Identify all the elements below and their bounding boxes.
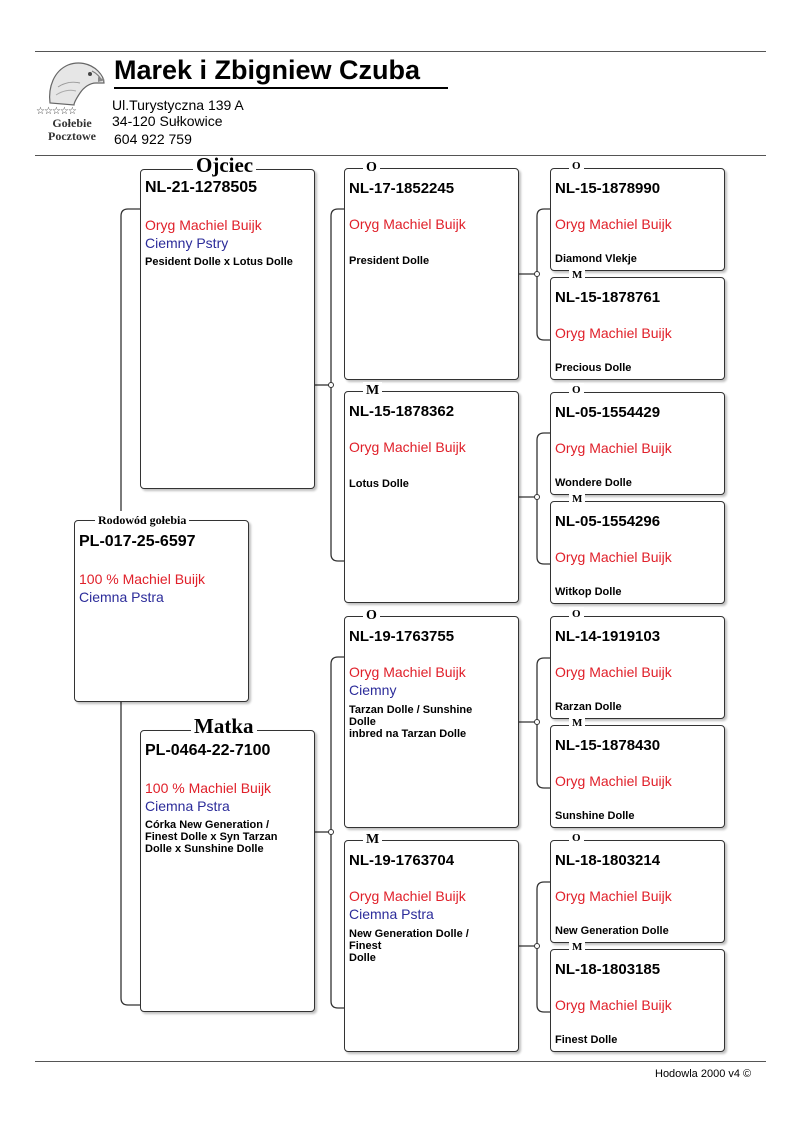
footer-credit: Hodowla 2000 v4 © bbox=[655, 1068, 752, 1080]
fm-note: Lotus Dolle bbox=[349, 478, 409, 490]
grandfather-maternal-card[interactable] bbox=[344, 608, 519, 828]
mm-title: M bbox=[363, 831, 382, 849]
grandmother-maternal-card[interactable] bbox=[344, 832, 519, 1052]
subject-breeder: 100 % Machiel Buijk bbox=[79, 571, 206, 587]
ff-breeder: Oryg Machiel Buijk bbox=[349, 216, 466, 232]
fff-note: Diamond Vlekje bbox=[555, 253, 637, 265]
ff-title: O bbox=[363, 159, 380, 177]
father-note: Pesident Dolle x Lotus Dolle bbox=[145, 256, 293, 268]
father-ring: NL-21-1278505 bbox=[145, 179, 258, 196]
father-breeder: Oryg Machiel Buijk bbox=[145, 217, 262, 233]
mmm-title: M bbox=[569, 940, 585, 954]
mm-ring: NL-19-1763704 bbox=[349, 852, 455, 869]
mother-card[interactable] bbox=[140, 714, 315, 1012]
great-grandparent-mff-card[interactable] bbox=[550, 608, 725, 719]
mother-breeder: 100 % Machiel Buijk bbox=[145, 780, 272, 796]
fm-breeder: Oryg Machiel Buijk bbox=[349, 439, 466, 455]
mother-colour: Ciemna Pstra bbox=[145, 798, 230, 814]
father-card[interactable] bbox=[140, 153, 315, 489]
logo-stars: ☆☆☆☆☆ bbox=[36, 106, 76, 117]
grandfather-paternal-card[interactable] bbox=[344, 160, 519, 380]
fff-title: O bbox=[569, 159, 584, 173]
phone: 604 922 759 bbox=[114, 131, 192, 147]
mm-breeder: Oryg Machiel Buijk bbox=[349, 888, 466, 904]
mmf-ring: NL-18-1803214 bbox=[555, 852, 661, 869]
grandmother-paternal-card[interactable] bbox=[344, 383, 519, 603]
ffm-title: M bbox=[569, 268, 585, 282]
father-colour: Ciemny Pstry bbox=[145, 235, 229, 251]
mother-title: Matka bbox=[191, 717, 257, 735]
mmf-note: New Generation Dolle bbox=[555, 925, 669, 937]
mf-ring: NL-19-1763755 bbox=[349, 628, 455, 645]
owner-name: Marek i Zbigniew Czuba bbox=[114, 55, 421, 85]
fff-ring: NL-15-1878990 bbox=[555, 180, 661, 197]
ff-ring: NL-17-1852245 bbox=[349, 180, 455, 197]
logo-text-line1: Gołebie bbox=[52, 116, 92, 130]
great-grandparent-fmf-card[interactable] bbox=[550, 384, 725, 495]
fff-breeder: Oryg Machiel Buijk bbox=[555, 216, 672, 232]
mff-title: O bbox=[569, 607, 584, 621]
fm-title: M bbox=[363, 382, 382, 400]
mfm-title: M bbox=[569, 716, 585, 730]
mother-note: Córka New Generation / Finest Dolle x Syn Tarzan Dolle x Sunshine Dolle bbox=[145, 819, 278, 855]
mfm-breeder: Oryg Machiel Buijk bbox=[555, 773, 672, 789]
fmm-breeder: Oryg Machiel Buijk bbox=[555, 549, 672, 565]
address-line2: 34-120 Sułkowice bbox=[112, 113, 223, 129]
fmf-note: Wondere Dolle bbox=[555, 477, 632, 489]
great-grandparent-mmf-card[interactable] bbox=[550, 832, 725, 943]
great-grandparent-fmm-card[interactable] bbox=[550, 493, 725, 604]
mf-colour: Ciemny bbox=[349, 682, 397, 698]
mmm-ring: NL-18-1803185 bbox=[555, 961, 661, 978]
mfm-ring: NL-15-1878430 bbox=[555, 737, 661, 754]
mm-colour: Ciemna Pstra bbox=[349, 906, 434, 922]
subject-colour: Ciemna Pstra bbox=[79, 589, 164, 605]
mmm-note: Finest Dolle bbox=[555, 1034, 618, 1046]
mff-breeder: Oryg Machiel Buijk bbox=[555, 664, 672, 680]
fmm-title: M bbox=[569, 492, 585, 506]
subject-ring: PL-017-25-6597 bbox=[79, 533, 196, 550]
mfm-note: Sunshine Dolle bbox=[555, 810, 635, 822]
ffm-ring: NL-15-1878761 bbox=[555, 289, 661, 306]
mm-note: New Generation Dolle / Finest Dolle bbox=[349, 928, 469, 964]
mff-ring: NL-14-1919103 bbox=[555, 628, 661, 645]
mf-note: Tarzan Dolle / Sunshine Dolle inbred na Tarzan Dolle bbox=[349, 704, 473, 740]
mmm-breeder: Oryg Machiel Buijk bbox=[555, 997, 672, 1013]
great-grandparent-mmm-card[interactable] bbox=[550, 941, 725, 1052]
fm-ring: NL-15-1878362 bbox=[349, 403, 455, 420]
great-grandparent-ffm-card[interactable] bbox=[550, 269, 725, 380]
mf-title: O bbox=[363, 607, 380, 625]
mff-note: Rarzan Dolle bbox=[555, 701, 622, 713]
mother-ring: PL-0464-22-7100 bbox=[145, 742, 271, 759]
mf-breeder: Oryg Machiel Buijk bbox=[349, 664, 466, 680]
father-title: Ojciec bbox=[193, 156, 256, 174]
great-grandparent-mfm-card[interactable] bbox=[550, 717, 725, 828]
ffm-note: Precious Dolle bbox=[555, 362, 632, 374]
fmf-breeder: Oryg Machiel Buijk bbox=[555, 440, 672, 456]
ffm-breeder: Oryg Machiel Buijk bbox=[555, 325, 672, 341]
mmf-title: O bbox=[569, 831, 584, 845]
subject-card[interactable] bbox=[74, 513, 249, 702]
ff-note: President Dolle bbox=[349, 255, 430, 267]
logo-text-line2: Pocztowe bbox=[48, 129, 96, 143]
fmf-ring: NL-05-1554429 bbox=[555, 404, 661, 421]
mmf-breeder: Oryg Machiel Buijk bbox=[555, 888, 672, 904]
fmm-note: Witkop Dolle bbox=[555, 586, 622, 598]
subject-title: Rodowód gołebia bbox=[95, 511, 189, 529]
fmf-title: O bbox=[569, 383, 584, 397]
fmm-ring: NL-05-1554296 bbox=[555, 513, 661, 530]
address-line1: Ul.Turystyczna 139 A bbox=[112, 97, 244, 113]
great-grandparent-fff-card[interactable] bbox=[550, 160, 725, 271]
